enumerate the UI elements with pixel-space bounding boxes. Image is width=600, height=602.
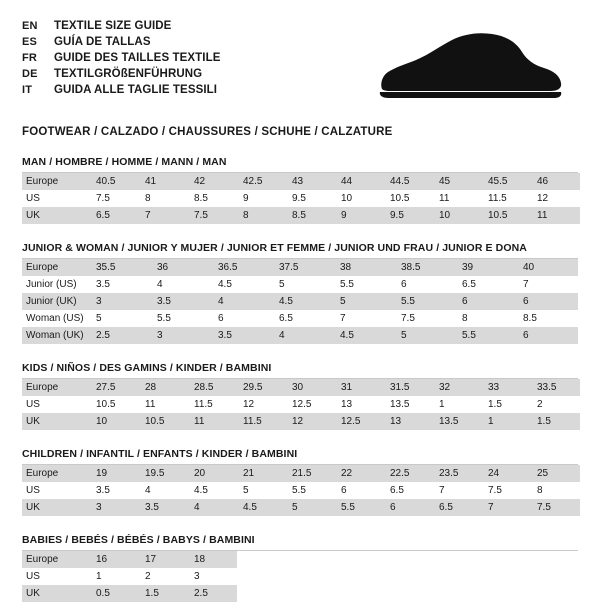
table-row — [22, 465, 580, 482]
language-title: TEXTILGRÖßENFÜHRUNG — [54, 68, 203, 80]
cell: 13.5 — [433, 413, 482, 430]
cell-empty — [482, 551, 531, 568]
cell: 17 — [139, 551, 188, 568]
table-row — [22, 259, 578, 276]
cell: 7 — [482, 499, 531, 516]
cell: 1.5 — [482, 396, 531, 413]
row-label: Europe — [22, 551, 90, 568]
cell: 3.5 — [90, 276, 151, 293]
cell: 36.5 — [212, 259, 273, 276]
cell: 12 — [286, 413, 335, 430]
cell: 3 — [188, 568, 237, 585]
cell: 32 — [433, 379, 482, 396]
table-heading: BABIES / BEBÉS / BÉBÉS / BABYS / BAMBINI — [22, 534, 578, 551]
cell: 37.5 — [273, 259, 334, 276]
cell: 25 — [531, 465, 580, 482]
cell: 38 — [334, 259, 395, 276]
cell: 43 — [286, 173, 335, 190]
cell: 4.5 — [273, 293, 334, 310]
table-row — [22, 276, 578, 293]
cell: 5.5 — [335, 499, 384, 516]
table-row — [22, 568, 580, 585]
cell: 2.5 — [188, 585, 237, 602]
cell: 8.5 — [188, 190, 237, 207]
page-title: FOOTWEAR / CALZADO / CHAUSSURES / SCHUHE / CALZATURE — [22, 126, 393, 138]
cell-empty — [482, 585, 531, 602]
cell: 1 — [433, 396, 482, 413]
cell: 7.5 — [188, 207, 237, 224]
cell-empty — [384, 551, 433, 568]
cell: 11 — [188, 413, 237, 430]
cell: 8 — [456, 310, 517, 327]
cell: 39 — [456, 259, 517, 276]
cell: 27.5 — [90, 379, 139, 396]
row-label: US — [22, 396, 90, 413]
size-table — [22, 379, 580, 430]
cell-empty — [335, 551, 384, 568]
cell: 6 — [212, 310, 273, 327]
cell: 6.5 — [384, 482, 433, 499]
table-heading: MAN / HOMBRE / HOMME / MANN / MAN — [22, 156, 578, 173]
table-row — [22, 379, 580, 396]
row-label: UK — [22, 207, 90, 224]
cell: 10.5 — [139, 413, 188, 430]
cell: 44 — [335, 173, 384, 190]
cell: 33 — [482, 379, 531, 396]
cell: 42.5 — [237, 173, 286, 190]
cell: 4.5 — [237, 499, 286, 516]
cell: 22.5 — [384, 465, 433, 482]
cell: 31 — [335, 379, 384, 396]
table-row — [22, 190, 580, 207]
cell: 3 — [90, 293, 151, 310]
cell: 9 — [237, 190, 286, 207]
cell: 30 — [286, 379, 335, 396]
cell: 12 — [237, 396, 286, 413]
table-row — [22, 499, 580, 516]
cell: 0.5 — [90, 585, 139, 602]
cell: 33.5 — [531, 379, 580, 396]
cell: 2 — [531, 396, 580, 413]
cell: 10 — [335, 190, 384, 207]
cell: 5.5 — [456, 327, 517, 344]
cell-empty — [531, 585, 580, 602]
cell: 11 — [433, 190, 482, 207]
cell: 5 — [286, 499, 335, 516]
language-title: TEXTILE SIZE GUIDE — [54, 20, 172, 32]
cell-empty — [237, 568, 286, 585]
cell: 10 — [90, 413, 139, 430]
size-table — [22, 465, 580, 516]
cell: 8 — [237, 207, 286, 224]
cell: 3.5 — [139, 499, 188, 516]
cell: 46 — [531, 173, 580, 190]
cell: 9.5 — [384, 207, 433, 224]
size-table-children — [22, 448, 578, 516]
cell: 5.5 — [286, 482, 335, 499]
cell: 1.5 — [531, 413, 580, 430]
cell: 24 — [482, 465, 531, 482]
row-label: US — [22, 190, 90, 207]
cell: 1.5 — [139, 585, 188, 602]
cell: 3.5 — [151, 293, 212, 310]
cell: 7.5 — [90, 190, 139, 207]
cell: 45 — [433, 173, 482, 190]
cell: 11 — [139, 396, 188, 413]
language-title: GUIDE DES TAILLES TEXTILE — [54, 52, 221, 64]
cell: 11.5 — [237, 413, 286, 430]
cell: 4.5 — [188, 482, 237, 499]
table-row — [22, 482, 580, 499]
cell-empty — [286, 568, 335, 585]
cell: 10.5 — [482, 207, 531, 224]
cell: 40.5 — [90, 173, 139, 190]
cell: 6 — [456, 293, 517, 310]
document-header — [22, 18, 578, 110]
language-title: GUÍA DE TALLAS — [54, 36, 151, 48]
table-row — [22, 293, 578, 310]
cell-empty — [286, 551, 335, 568]
cell: 2 — [139, 568, 188, 585]
cell: 5 — [237, 482, 286, 499]
cell: 31.5 — [384, 379, 433, 396]
row-label: Europe — [22, 379, 90, 396]
cell: 6.5 — [456, 276, 517, 293]
cell: 3.5 — [90, 482, 139, 499]
cell: 1 — [90, 568, 139, 585]
cell: 28 — [139, 379, 188, 396]
cell: 10.5 — [90, 396, 139, 413]
cell: 5.5 — [334, 276, 395, 293]
cell: 6 — [384, 499, 433, 516]
cell: 13 — [335, 396, 384, 413]
cell: 10.5 — [384, 190, 433, 207]
cell: 4 — [188, 499, 237, 516]
cell: 23.5 — [433, 465, 482, 482]
cell: 12.5 — [286, 396, 335, 413]
cell: 6 — [517, 327, 578, 344]
cell-empty — [433, 585, 482, 602]
row-label: US — [22, 568, 90, 585]
cell: 12 — [531, 190, 580, 207]
cell-empty — [433, 568, 482, 585]
cell: 3 — [90, 499, 139, 516]
cell: 21.5 — [286, 465, 335, 482]
language-title: GUIDA ALLE TAGLIE TESSILI — [54, 84, 218, 96]
cell: 4 — [212, 293, 273, 310]
cell: 5.5 — [395, 293, 456, 310]
cell-empty — [335, 568, 384, 585]
cell: 7.5 — [482, 482, 531, 499]
cell: 44.5 — [384, 173, 433, 190]
size-table-junior-woman — [22, 242, 578, 344]
size-table-babies — [22, 534, 578, 602]
cell: 41 — [139, 173, 188, 190]
cell: 7 — [139, 207, 188, 224]
cell: 19.5 — [139, 465, 188, 482]
row-label: Woman (US) — [22, 310, 90, 327]
cell: 5.5 — [151, 310, 212, 327]
cell: 8 — [531, 482, 580, 499]
cell: 4 — [273, 327, 334, 344]
cell: 5 — [395, 327, 456, 344]
table-row — [22, 551, 580, 568]
cell: 4 — [151, 276, 212, 293]
row-label: Europe — [22, 465, 90, 482]
table-row — [22, 327, 578, 344]
cell: 6.5 — [273, 310, 334, 327]
cell: 45.5 — [482, 173, 531, 190]
cell: 9.5 — [286, 190, 335, 207]
table-row — [22, 413, 580, 430]
cell-empty — [433, 551, 482, 568]
cell: 7 — [433, 482, 482, 499]
cell-empty — [237, 551, 286, 568]
cell: 8 — [139, 190, 188, 207]
cell: 12.5 — [335, 413, 384, 430]
cell: 5 — [273, 276, 334, 293]
cell: 6.5 — [433, 499, 482, 516]
cell: 7.5 — [395, 310, 456, 327]
table-heading: KIDS / NIÑOS / DES GAMINS / KINDER / BAMBINI — [22, 362, 578, 379]
cell: 36 — [151, 259, 212, 276]
cell: 18 — [188, 551, 237, 568]
cell: 7.5 — [531, 499, 580, 516]
cell: 19 — [90, 465, 139, 482]
table-heading: CHILDREN / INFANTIL / ENFANTS / KINDER / BAMBINI — [22, 448, 578, 465]
cell: 10 — [433, 207, 482, 224]
row-label: UK — [22, 499, 90, 516]
cell: 29.5 — [237, 379, 286, 396]
cell: 2.5 — [90, 327, 151, 344]
cell: 8.5 — [286, 207, 335, 224]
cell: 28.5 — [188, 379, 237, 396]
cell: 42 — [188, 173, 237, 190]
cell: 22 — [335, 465, 384, 482]
cell-empty — [335, 585, 384, 602]
row-label: Junior (US) — [22, 276, 90, 293]
language-code: DE — [22, 68, 38, 80]
row-label: Europe — [22, 259, 90, 276]
dress-shoe-icon — [374, 32, 564, 104]
table-row — [22, 585, 580, 602]
cell: 5 — [90, 310, 151, 327]
cell-empty — [531, 551, 580, 568]
row-label: US — [22, 482, 90, 499]
cell-empty — [384, 585, 433, 602]
cell: 38.5 — [395, 259, 456, 276]
row-label: UK — [22, 413, 90, 430]
language-code: FR — [22, 52, 38, 64]
table-row — [22, 173, 580, 190]
cell: 6 — [395, 276, 456, 293]
cell: 35.5 — [90, 259, 151, 276]
language-code: IT — [22, 84, 33, 96]
cell: 13 — [384, 413, 433, 430]
cell: 7 — [334, 310, 395, 327]
cell: 16 — [90, 551, 139, 568]
cell: 6 — [335, 482, 384, 499]
table-row — [22, 207, 580, 224]
row-label: UK — [22, 585, 90, 602]
cell: 4.5 — [212, 276, 273, 293]
cell-empty — [482, 568, 531, 585]
size-table — [22, 259, 578, 344]
row-label: Junior (UK) — [22, 293, 90, 310]
cell: 9 — [335, 207, 384, 224]
cell: 21 — [237, 465, 286, 482]
cell: 11 — [531, 207, 580, 224]
language-code: EN — [22, 20, 38, 32]
cell: 13.5 — [384, 396, 433, 413]
cell-empty — [237, 585, 286, 602]
cell: 3.5 — [212, 327, 273, 344]
cell-empty — [531, 568, 580, 585]
row-label: Woman (UK) — [22, 327, 90, 344]
cell: 5 — [334, 293, 395, 310]
cell: 40 — [517, 259, 578, 276]
cell: 6 — [517, 293, 578, 310]
cell: 4.5 — [334, 327, 395, 344]
table-row — [22, 396, 580, 413]
row-label: Europe — [22, 173, 90, 190]
cell: 11.5 — [188, 396, 237, 413]
cell-empty — [384, 568, 433, 585]
cell: 3 — [151, 327, 212, 344]
cell: 7 — [517, 276, 578, 293]
table-row — [22, 310, 578, 327]
size-table-man — [22, 156, 578, 224]
language-code: ES — [22, 36, 38, 48]
cell: 11.5 — [482, 190, 531, 207]
size-table — [22, 173, 580, 224]
cell-empty — [286, 585, 335, 602]
size-table-kids — [22, 362, 578, 430]
table-heading: JUNIOR & WOMAN / JUNIOR Y MUJER / JUNIOR ET FEMME / JUNIOR UND FRAU / JUNIOR E DONA — [22, 242, 578, 259]
cell: 6.5 — [90, 207, 139, 224]
cell: 8.5 — [517, 310, 578, 327]
size-table — [22, 551, 580, 602]
cell: 1 — [482, 413, 531, 430]
cell: 4 — [139, 482, 188, 499]
cell: 20 — [188, 465, 237, 482]
